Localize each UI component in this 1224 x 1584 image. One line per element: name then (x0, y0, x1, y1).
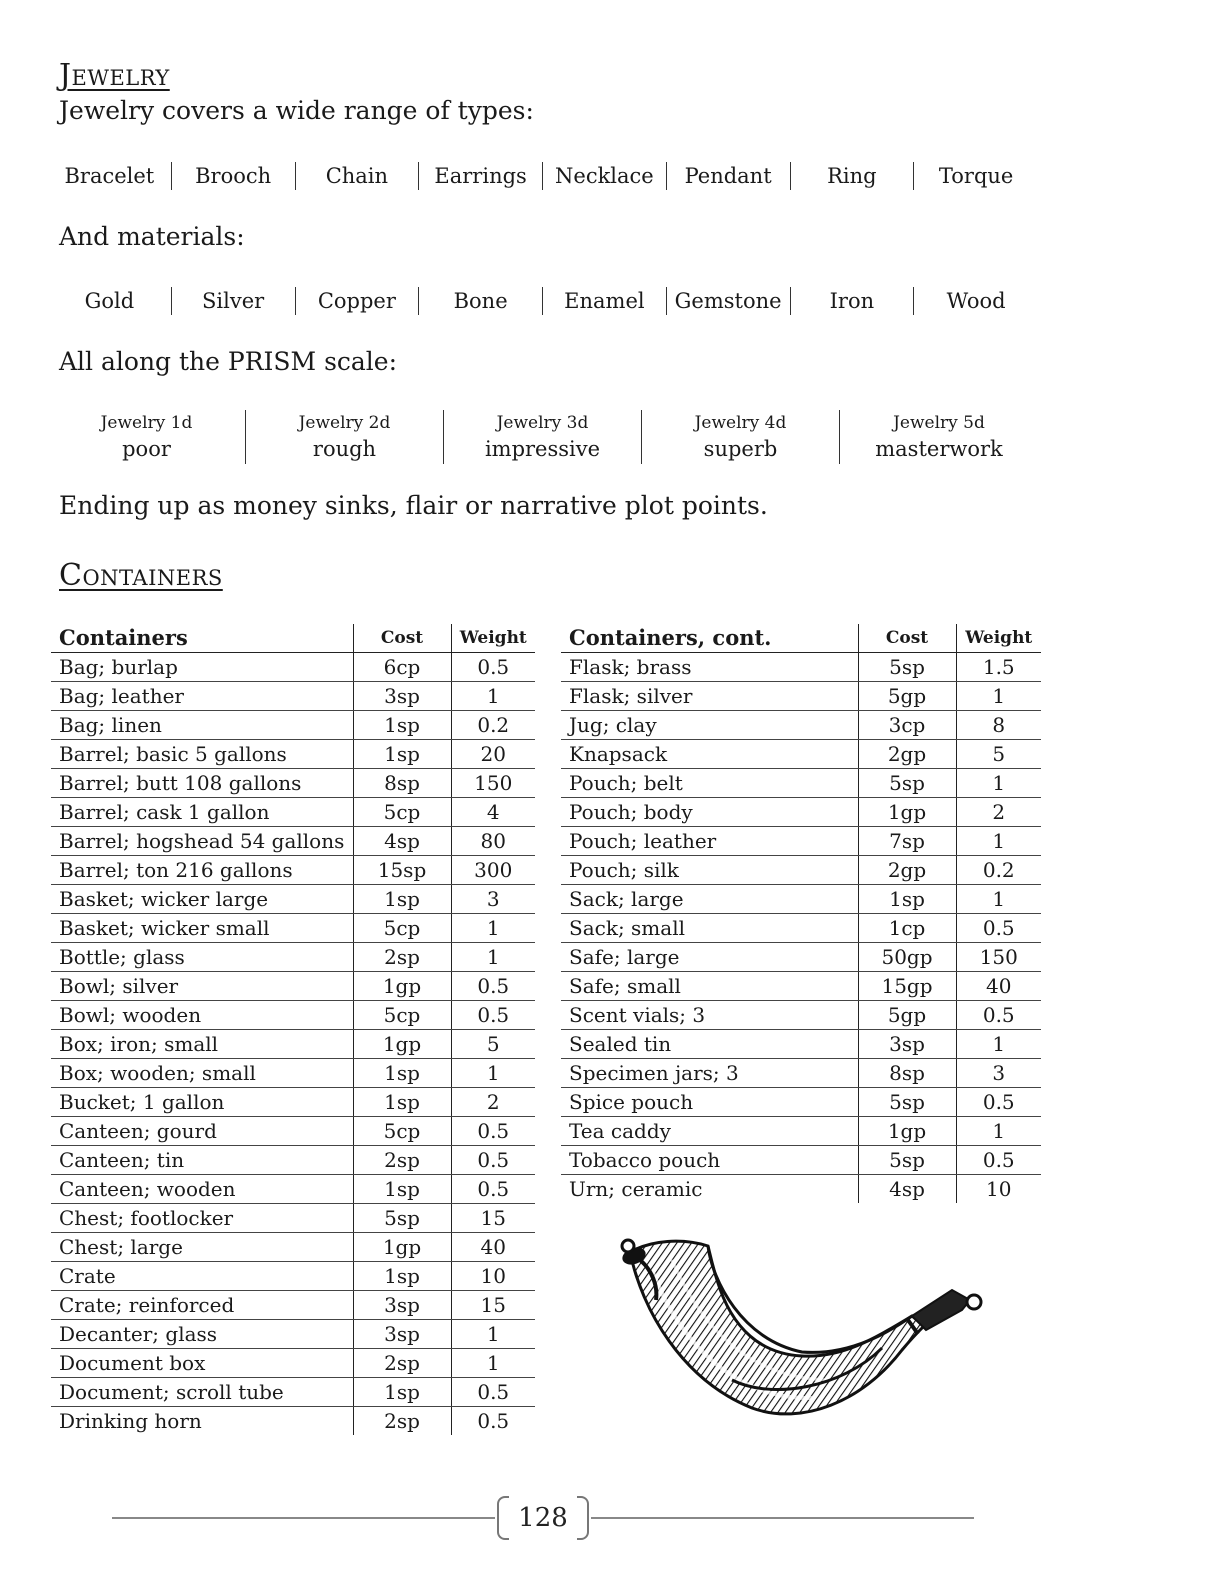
cost-cell: 3sp (858, 1030, 956, 1059)
table-row (51, 682, 535, 711)
weight-cell: 4 (451, 798, 535, 827)
weight-cell: 1 (451, 1349, 535, 1378)
cost-cell: 5cp (353, 914, 451, 943)
jewelry-type: Bracelet (48, 162, 172, 190)
jewelry-type: Torque (938, 164, 1014, 188)
item-name-cell: Specimen jars; 3 (561, 1059, 858, 1088)
item-name-cell: Jug; clay (561, 711, 858, 740)
table-row (51, 1291, 535, 1320)
cost-cell: 2sp (353, 1407, 451, 1436)
cost-cell: 5sp (858, 769, 956, 798)
item-name-cell: Pouch; leather (561, 827, 858, 856)
cost-cell: 6cp (353, 653, 451, 682)
cost-cell: 5gp (858, 682, 956, 711)
item-name-cell: Bucket; 1 gallon (51, 1088, 353, 1117)
table-row (51, 653, 535, 682)
prism-level-label: Jewelry 4d (694, 413, 787, 433)
cost-cell: 1gp (858, 1117, 956, 1146)
cost-cell: 1gp (858, 798, 956, 827)
weight-cell: 8 (956, 711, 1041, 740)
cost-cell: 50gp (858, 943, 956, 972)
weight-cell: 0.5 (451, 1001, 535, 1030)
weight-cell: 1 (451, 1320, 535, 1349)
cost-cell: 3sp (353, 1291, 451, 1320)
column-header-weight: Weight (956, 624, 1041, 653)
item-name-cell: Sack; small (561, 914, 858, 943)
footer-rule-right (591, 1517, 974, 1519)
item-name-cell: Sack; large (561, 885, 858, 914)
cost-cell: 1sp (353, 885, 451, 914)
cost-cell: 1sp (353, 740, 451, 769)
containers-table (51, 624, 535, 1435)
powder-horn-illustration (612, 1230, 992, 1420)
item-name-cell: Barrel; basic 5 gallons (51, 740, 353, 769)
item-name-cell: Crate; reinforced (51, 1291, 353, 1320)
table-row (51, 827, 535, 856)
table-row (561, 1030, 1041, 1059)
cost-cell: 8sp (858, 1059, 956, 1088)
weight-cell: 3 (451, 885, 535, 914)
item-name-cell: Safe; small (561, 972, 858, 1001)
table-row (561, 1001, 1041, 1030)
item-name-cell: Flask; silver (561, 682, 858, 711)
table-row (561, 1175, 1041, 1204)
table-row (561, 885, 1041, 914)
cost-cell: 5sp (858, 1146, 956, 1175)
table-row (51, 972, 535, 1001)
cost-cell: 5sp (858, 653, 956, 682)
prism-scale (48, 410, 1038, 464)
jewelry-material: Copper (296, 287, 420, 315)
table-row (561, 653, 1041, 682)
cost-cell: 2gp (858, 856, 956, 885)
cost-cell: 1sp (353, 711, 451, 740)
containers-heading: Containers (59, 558, 223, 593)
weight-cell: 40 (451, 1233, 535, 1262)
weight-cell: 0.5 (956, 914, 1041, 943)
table-row (51, 1146, 535, 1175)
cost-cell: 4sp (858, 1175, 956, 1204)
item-name-cell: Document; scroll tube (51, 1378, 353, 1407)
prism-level (840, 410, 1038, 464)
jewelry-type: Chain (296, 162, 420, 190)
table-row (561, 711, 1041, 740)
item-name-cell: Barrel; hogshead 54 gallons (51, 827, 353, 856)
item-name-cell: Flask; brass (561, 653, 858, 682)
column-header-item: Containers (51, 624, 353, 653)
table-row (561, 769, 1041, 798)
weight-cell: 10 (451, 1262, 535, 1291)
table-row (51, 1204, 535, 1233)
table-row (51, 1059, 535, 1088)
cost-cell: 2sp (353, 1349, 451, 1378)
cost-cell: 1sp (858, 885, 956, 914)
jewelry-materials-row (48, 287, 1038, 315)
weight-cell: 0.2 (956, 856, 1041, 885)
weight-cell: 1 (956, 1030, 1041, 1059)
weight-cell: 80 (451, 827, 535, 856)
jewelry-type: Ring (791, 162, 915, 190)
cost-cell: 3sp (353, 1320, 451, 1349)
item-name-cell: Safe; large (561, 943, 858, 972)
table-header-row (51, 624, 535, 653)
item-name-cell: Bowl; wooden (51, 1001, 353, 1030)
item-name-cell: Chest; footlocker (51, 1204, 353, 1233)
weight-cell: 0.5 (451, 1378, 535, 1407)
weight-cell: 0.2 (451, 711, 535, 740)
item-name-cell: Canteen; gourd (51, 1117, 353, 1146)
weight-cell: 1 (451, 682, 535, 711)
weight-cell: 150 (451, 769, 535, 798)
weight-cell: 2 (451, 1088, 535, 1117)
weight-cell: 0.5 (451, 653, 535, 682)
weight-cell: 1 (451, 1059, 535, 1088)
weight-cell: 0.5 (451, 972, 535, 1001)
item-name-cell: Bowl; silver (51, 972, 353, 1001)
jewelry-material: Iron (791, 287, 915, 315)
table-row (51, 1233, 535, 1262)
cost-cell: 1gp (353, 1233, 451, 1262)
cost-cell: 5gp (858, 1001, 956, 1030)
cost-cell: 3cp (858, 711, 956, 740)
table-row (51, 914, 535, 943)
item-name-cell: Chest; large (51, 1233, 353, 1262)
weight-cell: 1 (451, 943, 535, 972)
jewelry-type: Pendant (667, 162, 791, 190)
jewelry-intro: Jewelry covers a wide range of types: (59, 96, 534, 125)
table-row (51, 711, 535, 740)
cost-cell: 7sp (858, 827, 956, 856)
table-row (561, 1117, 1041, 1146)
table-row (51, 740, 535, 769)
cost-cell: 1gp (353, 972, 451, 1001)
weight-cell: 1 (956, 682, 1041, 711)
jewelry-material: Gemstone (667, 287, 791, 315)
item-name-cell: Spice pouch (561, 1088, 858, 1117)
cost-cell: 5sp (858, 1088, 956, 1117)
weight-cell: 150 (956, 943, 1041, 972)
table-row (51, 1407, 535, 1436)
prism-level-label: Jewelry 5d (893, 413, 985, 433)
item-name-cell: Barrel; ton 216 gallons (51, 856, 353, 885)
cost-cell: 1cp (858, 914, 956, 943)
weight-cell: 0.5 (451, 1175, 535, 1204)
cost-cell: 2sp (353, 943, 451, 972)
weight-cell: 5 (956, 740, 1041, 769)
item-name-cell: Sealed tin (561, 1030, 858, 1059)
footer-rule-left (112, 1517, 495, 1519)
containers-cont-table-body (561, 653, 1041, 1204)
containers-table-body (51, 653, 535, 1436)
table-row (51, 1117, 535, 1146)
column-header-cost: Cost (353, 624, 451, 653)
table-row (51, 798, 535, 827)
item-name-cell: Bag; leather (51, 682, 353, 711)
table-row (561, 914, 1041, 943)
prism-level-quality: poor (122, 437, 171, 461)
weight-cell: 1 (956, 1117, 1041, 1146)
page-number: 128 (518, 1503, 568, 1533)
table-row (561, 972, 1041, 1001)
cost-cell: 5cp (353, 1117, 451, 1146)
item-name-cell: Canteen; tin (51, 1146, 353, 1175)
table-row (51, 1001, 535, 1030)
table-row (561, 856, 1041, 885)
column-header-weight: Weight (451, 624, 535, 653)
prism-level (444, 410, 642, 464)
prism-level (246, 410, 444, 464)
table-row (51, 1349, 535, 1378)
jewelry-material: Silver (172, 287, 296, 315)
jewelry-types-row (48, 162, 1038, 190)
item-name-cell: Barrel; cask 1 gallon (51, 798, 353, 827)
table-row (51, 1030, 535, 1059)
item-name-cell: Drinking horn (59, 1409, 202, 1433)
item-name-cell: Box; wooden; small (51, 1059, 353, 1088)
table-row (51, 1088, 535, 1117)
weight-cell: 2 (956, 798, 1041, 827)
cost-cell: 1sp (353, 1088, 451, 1117)
page-footer (112, 1496, 974, 1540)
table-row (51, 856, 535, 885)
table-row (51, 1262, 535, 1291)
cost-cell: 2gp (858, 740, 956, 769)
jewelry-heading: Jewelry (59, 58, 170, 93)
cost-cell: 1gp (353, 1030, 451, 1059)
item-name-cell: Pouch; belt (561, 769, 858, 798)
cost-cell: 1sp (353, 1262, 451, 1291)
weight-cell: 3 (956, 1059, 1041, 1088)
prism-level (48, 410, 246, 464)
item-name-cell: Tea caddy (561, 1117, 858, 1146)
jewelry-ending: Ending up as money sinks, flair or narrative plot points. (59, 491, 768, 520)
cost-cell: 1sp (353, 1378, 451, 1407)
item-name-cell: Basket; wicker large (51, 885, 353, 914)
cost-cell: 15sp (353, 856, 451, 885)
item-name-cell: Bag; burlap (51, 653, 353, 682)
weight-cell: 40 (956, 972, 1041, 1001)
item-name-cell: Knapsack (561, 740, 858, 769)
table-row (51, 769, 535, 798)
weight-cell: 300 (451, 856, 535, 885)
prism-level-quality: superb (703, 437, 778, 461)
weight-cell: 1.5 (956, 653, 1041, 682)
item-name-cell: Crate (51, 1262, 353, 1291)
table-row (561, 1059, 1041, 1088)
column-header-item: Containers, cont. (561, 624, 858, 653)
weight-cell: 0.5 (956, 1001, 1041, 1030)
cost-cell: 1sp (353, 1059, 451, 1088)
cost-cell: 1sp (353, 1175, 451, 1204)
column-header-cost: Cost (858, 624, 956, 653)
weight-cell: 20 (451, 740, 535, 769)
weight-cell: 15 (451, 1291, 535, 1320)
table-row (51, 1175, 535, 1204)
item-name-cell: Tobacco pouch (561, 1146, 858, 1175)
cost-cell: 5cp (353, 798, 451, 827)
jewelry-material: Gold (48, 287, 172, 315)
jewelry-material: Bone (419, 287, 543, 315)
table-row (51, 885, 535, 914)
weight-cell: 1 (956, 827, 1041, 856)
table-row (561, 1146, 1041, 1175)
item-name-cell: Pouch; silk (561, 856, 858, 885)
weight-cell: 10 (986, 1177, 1012, 1201)
item-name-cell: Bottle; glass (51, 943, 353, 972)
cost-cell: 8sp (353, 769, 451, 798)
item-name-cell: Pouch; body (561, 798, 858, 827)
cost-cell: 15gp (858, 972, 956, 1001)
prism-level-quality: masterwork (875, 437, 1003, 461)
cost-cell: 4sp (353, 827, 451, 856)
weight-cell: 1 (956, 885, 1041, 914)
materials-intro: And materials: (59, 222, 245, 251)
weight-cell: 0.5 (956, 1146, 1041, 1175)
cost-cell: 2sp (353, 1146, 451, 1175)
cost-cell: 5sp (353, 1204, 451, 1233)
table-row (561, 798, 1041, 827)
prism-level-quality: impressive (484, 437, 601, 461)
prism-level-quality: rough (312, 437, 377, 461)
prism-level-label: Jewelry 3d (496, 413, 589, 433)
table-row (51, 943, 535, 972)
table-row (561, 740, 1041, 769)
item-name-cell: Scent vials; 3 (561, 1001, 858, 1030)
prism-level (642, 410, 840, 464)
item-name-cell: Bag; linen (51, 711, 353, 740)
table-row (51, 1320, 535, 1349)
jewelry-material: Wood (946, 289, 1006, 313)
table-row (561, 943, 1041, 972)
weight-cell: 1 (956, 769, 1041, 798)
item-name-cell: Canteen; wooden (51, 1175, 353, 1204)
item-name-cell: Barrel; butt 108 gallons (51, 769, 353, 798)
item-name-cell: Basket; wicker small (51, 914, 353, 943)
jewelry-material: Enamel (543, 287, 667, 315)
table-header-row (561, 624, 1041, 653)
weight-cell: 5 (451, 1030, 535, 1059)
jewelry-type: Brooch (172, 162, 296, 190)
weight-cell: 15 (451, 1204, 535, 1233)
containers-cont-table (561, 624, 1041, 1203)
prism-level-label: Jewelry 1d (100, 413, 193, 433)
item-name-cell: Urn; ceramic (569, 1177, 703, 1201)
weight-cell: 0.5 (451, 1117, 535, 1146)
item-name-cell: Document box (51, 1349, 353, 1378)
table-row (561, 682, 1041, 711)
weight-cell: 0.5 (956, 1088, 1041, 1117)
weight-cell: 1 (451, 914, 535, 943)
prism-level-label: Jewelry 2d (298, 413, 391, 433)
scale-intro: All along the PRISM scale: (59, 347, 398, 376)
table-row (561, 827, 1041, 856)
jewelry-type: Earrings (419, 162, 543, 190)
jewelry-type: Necklace (543, 162, 667, 190)
cost-cell: 3sp (353, 682, 451, 711)
cost-cell: 5cp (353, 1001, 451, 1030)
table-row (51, 1378, 535, 1407)
item-name-cell: Box; iron; small (51, 1030, 353, 1059)
table-row (561, 1088, 1041, 1117)
weight-cell: 0.5 (477, 1409, 510, 1433)
item-name-cell: Decanter; glass (51, 1320, 353, 1349)
weight-cell: 0.5 (451, 1146, 535, 1175)
